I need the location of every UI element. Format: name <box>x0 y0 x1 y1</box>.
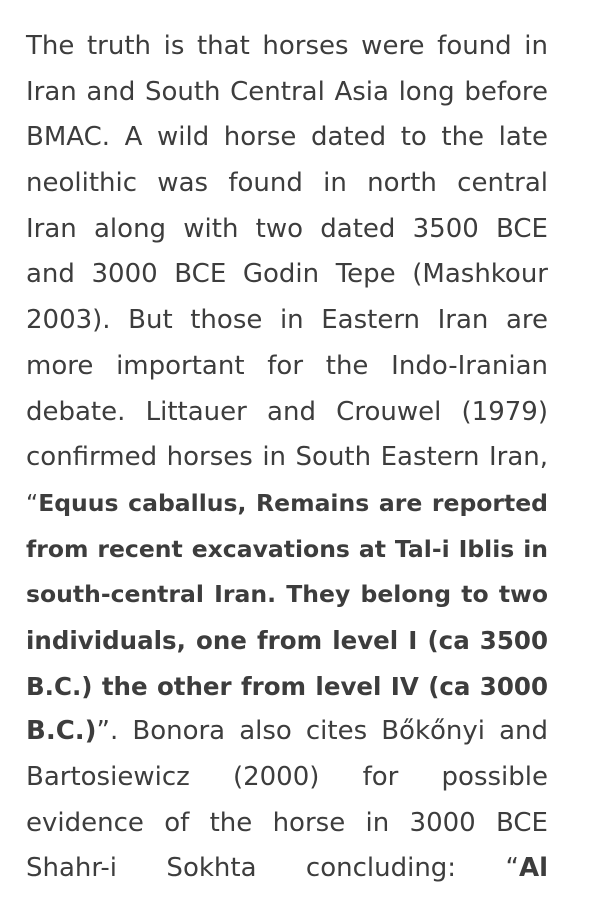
text-line: more important for the Indo-Iranian <box>26 350 548 381</box>
opening-quote: “ <box>26 488 39 517</box>
text-line: The truth is that horses were found in <box>26 31 548 61</box>
text-line: and 3000 BCE Godin Tepe (Mashkour <box>26 259 548 290</box>
quoted-bold-line: south-central Iran. They belong to two <box>26 580 548 609</box>
quoted-bold-line: from recent excavations at Tal-i Iblis in <box>26 534 548 563</box>
text-line <box>26 709 548 755</box>
text-line <box>26 846 548 892</box>
text-line: 2003). But those in Eastern Iran are <box>26 305 548 336</box>
text-line: neolithic was found in north central <box>26 168 548 199</box>
quoted-bold-text: Equus caballus, Remains are reported <box>38 488 548 517</box>
text-line: Bartosiewicz (2000) for possible <box>26 762 548 792</box>
text-line: Iran and South Central Asia long before <box>26 76 548 107</box>
quoted-bold-text: B.C.) <box>26 716 97 747</box>
quoted-bold-text: Al <box>518 853 548 884</box>
text-segment: Shahr-i Sokhta concluding: “ <box>26 853 519 884</box>
quoted-bold-line: individuals, one from level I (ca 3500 <box>26 625 548 655</box>
quoted-bold-line: B.C.) the other from level IV (ca 3000 <box>26 671 548 701</box>
text-line: evidence of the horse in 3000 BCE <box>26 807 548 838</box>
text-line: debate. Littauer and Crouwel (1979) <box>26 396 548 427</box>
text-line <box>26 481 548 527</box>
text-line: BMAC. A wild horse dated to the late <box>26 122 548 153</box>
closing-quote-text: ”. Bonora also cites Bőkőnyi and <box>96 716 548 747</box>
article-text <box>26 24 548 892</box>
text-line: Iran along with two dated 3500 BCE <box>26 213 548 244</box>
text-line: confirmed horses in South Eastern Iran, <box>26 442 548 473</box>
